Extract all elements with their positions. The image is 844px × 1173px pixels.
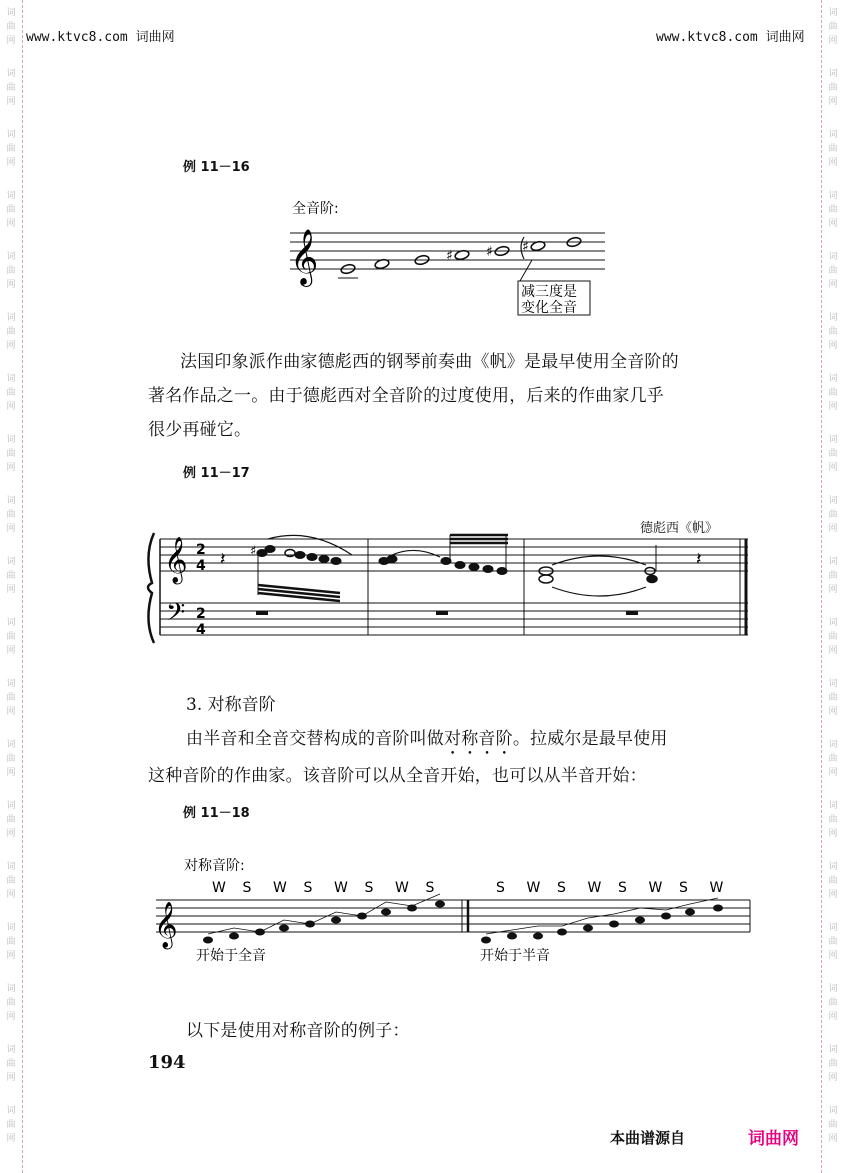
watermark-char: 曲 [828, 693, 838, 703]
step-letter: W [587, 880, 602, 896]
example-18-label: 例 11－18 [183, 806, 250, 821]
watermark-char: 词 [6, 496, 16, 506]
left-watermark-bar [0, 0, 23, 1173]
annotation-line1: 减三度是 [521, 284, 577, 300]
watermark-char: 词 [828, 1106, 838, 1116]
paragraph-2 [148, 722, 760, 793]
watermark-char: 曲 [6, 998, 16, 1008]
watermark-char: 词 [6, 557, 16, 567]
watermark-char: 曲 [828, 144, 838, 154]
watermark-char: 网 [6, 890, 16, 900]
watermark-char: 网 [828, 890, 838, 900]
watermark-char: 词 [6, 435, 16, 445]
step-letter: W [526, 880, 541, 896]
watermark-char: 曲 [6, 937, 16, 947]
watermark-char: 词 [828, 435, 838, 445]
watermark-char: 网 [6, 280, 16, 290]
steps-half-start [496, 880, 724, 896]
time-sig-bass-bottom: 4 [196, 622, 206, 638]
step-letter: W [648, 880, 663, 896]
watermark-char: 词 [828, 1045, 838, 1055]
step-letter: S [618, 880, 627, 896]
start-half-label: 开始于半音 [480, 948, 550, 964]
watermark-char: 网 [6, 402, 16, 412]
watermark-char: 词 [828, 862, 838, 872]
paragraph-1-line-2: 著名作品之一。由于德彪西对全音阶的过度使用，后来的作曲家几乎 [148, 386, 664, 406]
watermark-char: 网 [828, 341, 838, 351]
watermark-char: 网 [828, 646, 838, 656]
paragraph-1 [148, 345, 760, 447]
treble-clef: 𝄞 [290, 229, 319, 285]
watermark-char: 词 [828, 69, 838, 79]
watermark-char: 网 [6, 585, 16, 595]
watermark-char: 词 [6, 191, 16, 201]
watermark-char: 词 [6, 679, 16, 689]
watermark-char: 曲 [828, 83, 838, 93]
footer-brand-link[interactable]: 词曲网 [748, 1129, 799, 1149]
watermark-char: 词 [6, 252, 16, 262]
watermark-char: 词 [6, 862, 16, 872]
watermark-char: 曲 [828, 449, 838, 459]
watermark-char: 词 [828, 191, 838, 201]
watermark-char: 词 [828, 984, 838, 994]
watermark-char: 曲 [6, 449, 16, 459]
watermark-char: 词 [6, 923, 16, 933]
paragraph-2-line-2: 这种音阶的作曲家。该音阶可以从全音开始，也可以从半音开始： [148, 766, 647, 786]
example-17-source: 德彪西《帆》 [640, 521, 719, 536]
example-18-score [150, 850, 760, 970]
watermark-char: 曲 [828, 205, 838, 215]
watermark-char: 曲 [6, 144, 16, 154]
paragraph-1-line-3: 很少再碰它。 [148, 420, 252, 440]
watermark-char: 曲 [828, 632, 838, 642]
watermark-char: 曲 [6, 1059, 16, 1069]
watermark-char: 曲 [828, 1059, 838, 1069]
watermark-char: 词 [828, 618, 838, 628]
watermark-char: 词 [6, 8, 16, 18]
watermark-char: 网 [6, 768, 16, 778]
watermark-char: 网 [6, 646, 16, 656]
watermark-char: 曲 [6, 510, 16, 520]
watermark-char: 网 [6, 463, 16, 473]
watermark-char: 曲 [828, 571, 838, 581]
step-letter: S [496, 880, 505, 896]
paragraph-1-line-1: 法国印象派作曲家德彪西的钢琴前奏曲《帆》是最早使用全音阶的 [180, 352, 679, 372]
example-17-score [140, 525, 760, 650]
watermark-char: 词 [828, 8, 838, 18]
whole-notes [338, 236, 582, 278]
watermark-char: 网 [6, 1012, 16, 1022]
time-sig-treble-top: 2 [196, 542, 206, 558]
watermark-char: 网 [828, 158, 838, 168]
watermark-char: 网 [828, 219, 838, 229]
watermark-char: 网 [6, 97, 16, 107]
time-sig-bass-top: 2 [196, 606, 206, 622]
watermark-char: 词 [828, 801, 838, 811]
watermark-char: 网 [6, 341, 16, 351]
watermark-char: 网 [828, 585, 838, 595]
watermark-char: 网 [6, 524, 16, 534]
watermark-char: 曲 [828, 388, 838, 398]
right-watermark-bar [821, 0, 844, 1173]
watermark-char: 曲 [828, 998, 838, 1008]
start-whole-label: 开始于全音 [196, 948, 266, 964]
svg-text:♯: ♯ [522, 239, 529, 255]
closing-line: 以下是使用对称音阶的例子： [186, 1021, 410, 1041]
watermark-char: 网 [828, 280, 838, 290]
watermark-char: 网 [6, 219, 16, 229]
watermark-char: 词 [6, 1045, 16, 1055]
watermark-char: 网 [6, 1073, 16, 1083]
watermark-char: 词 [6, 801, 16, 811]
svg-text:𝄽: 𝄽 [220, 549, 226, 570]
watermark-char: 网 [828, 1012, 838, 1022]
watermark-char: 词 [828, 313, 838, 323]
watermark-char: 曲 [828, 327, 838, 337]
watermark-char: 词 [6, 374, 16, 384]
grand-staff-brace [148, 533, 154, 643]
step-letter: S [425, 880, 435, 896]
step-letter: S [242, 880, 252, 896]
watermark-char: 曲 [6, 876, 16, 886]
watermark-char: 网 [6, 1134, 16, 1144]
watermark-char: 词 [6, 618, 16, 628]
sharp-sign-17: ♯ [250, 544, 257, 559]
whole-rests [256, 611, 638, 615]
watermark-char: 曲 [6, 693, 16, 703]
watermark-char: 曲 [6, 754, 16, 764]
watermark-char: 曲 [6, 388, 16, 398]
watermark-char: 词 [6, 984, 16, 994]
step-letter: W [212, 880, 226, 896]
watermark-char: 网 [6, 829, 16, 839]
watermark-char: 词 [6, 1106, 16, 1116]
step-letter: W [709, 880, 724, 896]
watermark-char: 词 [828, 679, 838, 689]
watermark-char: 词 [828, 557, 838, 567]
step-letter: S [557, 880, 566, 896]
paragraph-2-term: 对称音阶 [444, 729, 513, 749]
section-3-title: 3. 对称音阶 [186, 695, 276, 715]
watermark-char: 网 [828, 402, 838, 412]
watermark-char: 网 [828, 1073, 838, 1083]
watermark-char: 曲 [828, 510, 838, 520]
watermark-char: 网 [828, 768, 838, 778]
svg-text:♯: ♯ [446, 248, 453, 264]
paragraph-2-line-1-a: 由半音和全音交替构成的音阶叫做 [186, 729, 444, 749]
watermark-char: 曲 [6, 1120, 16, 1130]
annotation-line2: 变化全音 [521, 300, 577, 316]
scale-whole-start-notes [203, 901, 445, 944]
page-number: 194 [148, 1052, 186, 1073]
watermark-char: 曲 [6, 266, 16, 276]
treble-clef-18: 𝄞 [154, 902, 178, 948]
watermark-char: 网 [828, 1134, 838, 1144]
watermark-char: 曲 [6, 632, 16, 642]
watermark-char: 词 [6, 313, 16, 323]
watermark-char: 曲 [6, 205, 16, 215]
paragraph-2-line-1 [148, 722, 760, 759]
svg-text:𝄽: 𝄽 [696, 549, 702, 570]
watermark-char: 词 [828, 496, 838, 506]
watermark-char: 网 [6, 951, 16, 961]
watermark-char: 曲 [828, 1120, 838, 1130]
watermark-char: 词 [6, 69, 16, 79]
watermark-char: 网 [828, 951, 838, 961]
example-16-label: 例 11－16 [183, 160, 250, 175]
step-letter: W [334, 880, 348, 896]
header-site-left: www.ktvc8.com 词曲网 [26, 30, 175, 45]
watermark-char: 曲 [6, 815, 16, 825]
watermark-char: 曲 [6, 571, 16, 581]
paragraph-2-line-1-b: 。拉威尔是最早使用 [512, 729, 668, 749]
watermark-char: 网 [828, 463, 838, 473]
watermark-char: 词 [828, 252, 838, 262]
watermark-char: 词 [828, 130, 838, 140]
step-letter: S [303, 880, 313, 896]
watermark-char: 曲 [828, 22, 838, 32]
step-letter: W [273, 880, 287, 896]
watermark-char: 网 [6, 158, 16, 168]
example-18-caption: 对称音阶: [184, 858, 245, 874]
watermark-char: 曲 [828, 754, 838, 764]
steps-whole-start [212, 880, 435, 896]
watermark-char: 网 [6, 707, 16, 717]
watermark-char: 曲 [828, 266, 838, 276]
step-letter: S [364, 880, 374, 896]
watermark-char: 曲 [828, 937, 838, 947]
watermark-char: 词 [828, 374, 838, 384]
watermark-char: 曲 [6, 83, 16, 93]
example-16-caption: 全音阶: [292, 201, 339, 217]
watermark-char: 曲 [828, 876, 838, 886]
time-sig-treble-bottom: 4 [196, 558, 206, 574]
bass-clef-17: 𝄢 [166, 598, 186, 633]
watermark-char: 词 [6, 740, 16, 750]
watermark-char: 网 [828, 36, 838, 46]
svg-text:♯: ♯ [486, 244, 493, 260]
watermark-char: 网 [828, 524, 838, 534]
example-16-score [280, 195, 610, 320]
watermark-char: 网 [828, 707, 838, 717]
example-17-label: 例 11－17 [183, 466, 250, 481]
measure-1-notes [257, 535, 352, 601]
footer-source-label: 本曲谱源自 [610, 1129, 686, 1147]
watermark-char: 曲 [6, 327, 16, 337]
watermark-char: 网 [6, 36, 16, 46]
step-letter: S [679, 880, 688, 896]
watermark-char: 网 [828, 97, 838, 107]
watermark-char: 曲 [828, 815, 838, 825]
step-letter: W [395, 880, 409, 896]
watermark-char: 词 [6, 130, 16, 140]
treble-clef-17: 𝄞 [164, 537, 188, 583]
watermark-char: 曲 [6, 22, 16, 32]
watermark-char: 词 [828, 923, 838, 933]
watermark-char: 词 [828, 740, 838, 750]
watermark-char: 网 [828, 829, 838, 839]
header-site-right: www.ktvc8.com 词曲网 [656, 30, 805, 45]
